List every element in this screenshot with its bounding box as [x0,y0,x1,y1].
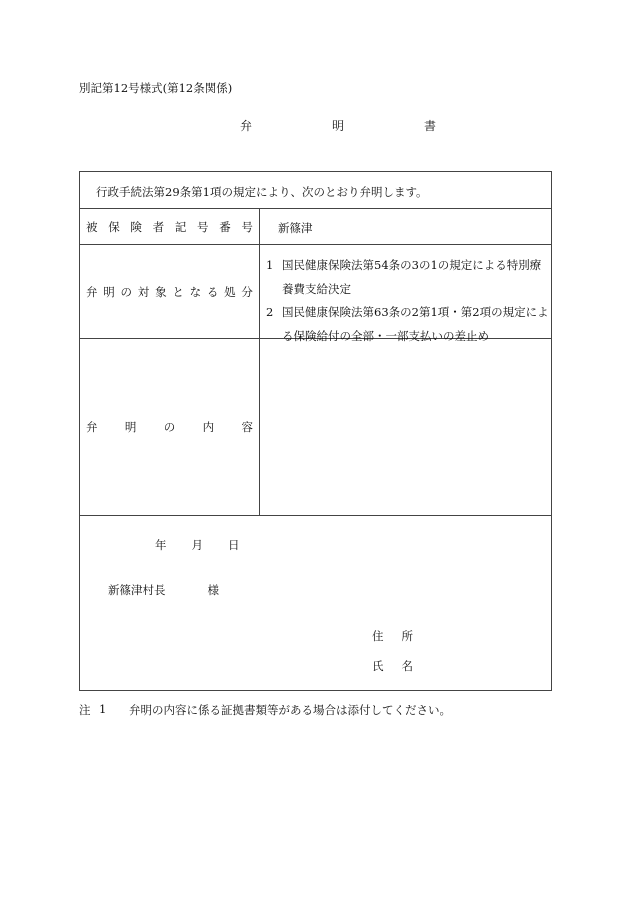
label-char: 内 [202,420,215,434]
label-char: の [163,420,176,434]
insured-number-label [80,219,259,235]
note-number: 1 [99,702,107,716]
label-char: 象 [155,284,167,299]
label-char: 分 [241,284,253,299]
label-char: 容 [241,420,253,434]
label-char: 明 [103,284,115,299]
label-char: 弁 [86,284,98,299]
target-action-label-cell [80,245,260,338]
note-label: 注 [79,703,91,717]
label-char: 被 [86,219,98,234]
label-char: 処 [224,284,236,299]
content-label [80,419,259,435]
day-label: 日 [228,538,240,552]
label-char: 者 [152,219,165,234]
name-label-char: 名 [401,659,413,673]
addressee: 新篠津村長 [108,583,166,597]
label-char: 保 [108,219,120,234]
target-action-row [80,245,551,343]
label-char: 号 [197,219,209,234]
title-char: 明 [332,119,345,133]
name-label-char: 氏 [372,659,384,673]
label-char: る [206,284,219,299]
label-char: 号 [241,219,253,234]
label-char: 番 [219,219,231,234]
item-number: 1 [266,258,274,272]
form-reference: 別記第12号様式(第12条関係) [79,81,233,95]
statement-content-row [80,339,551,516]
label-char: 記 [174,219,187,234]
label-char: 対 [137,284,150,299]
statement-form [79,171,552,691]
intro-text: 行政手続法第29条第1項の規定により、次のとおり弁明します。 [96,185,428,199]
addressee-line [108,582,219,598]
item-number: 2 [266,305,274,319]
address-label-char: 所 [401,629,413,643]
note-text: 弁明の内容に係る証拠書類等がある場合は添付してください。 [129,703,451,717]
label-char: と [172,284,184,299]
label-char: 弁 [86,420,98,434]
content-label-cell [80,339,260,515]
footnote [79,702,451,718]
insured-number-label-cell [80,209,260,244]
insured-number-field[interactable] [260,209,551,244]
label-char: な [189,284,202,299]
list-item [266,254,549,301]
month-label: 月 [191,538,203,552]
signature-section [80,516,551,691]
document-title [200,117,437,134]
label-char: 険 [130,219,142,234]
title-char: 書 [424,119,437,133]
insured-number-value: 新篠津 [278,221,313,235]
name-line[interactable] [372,658,413,674]
address-label-char: 住 [372,629,384,643]
target-action-label [80,284,259,300]
honorific: 様 [207,583,219,597]
label-char: 明 [124,420,137,434]
target-action-field [260,245,551,343]
item-text: 国民健康保険法第63条の2第1項・第2項の規定による保険給付の全部・一部支払いの差止め [282,305,549,343]
label-char: の [120,284,133,299]
intro-row [80,172,551,209]
date-line[interactable] [155,537,240,553]
target-action-list [266,254,549,348]
title-char: 弁 [240,119,253,133]
insured-number-row [80,209,551,245]
address-line[interactable] [372,628,413,644]
content-field[interactable] [260,339,551,515]
item-text: 国民健康保険法第54条の3の1の規定による特別療養費支給決定 [282,258,542,296]
year-label: 年 [155,538,167,552]
